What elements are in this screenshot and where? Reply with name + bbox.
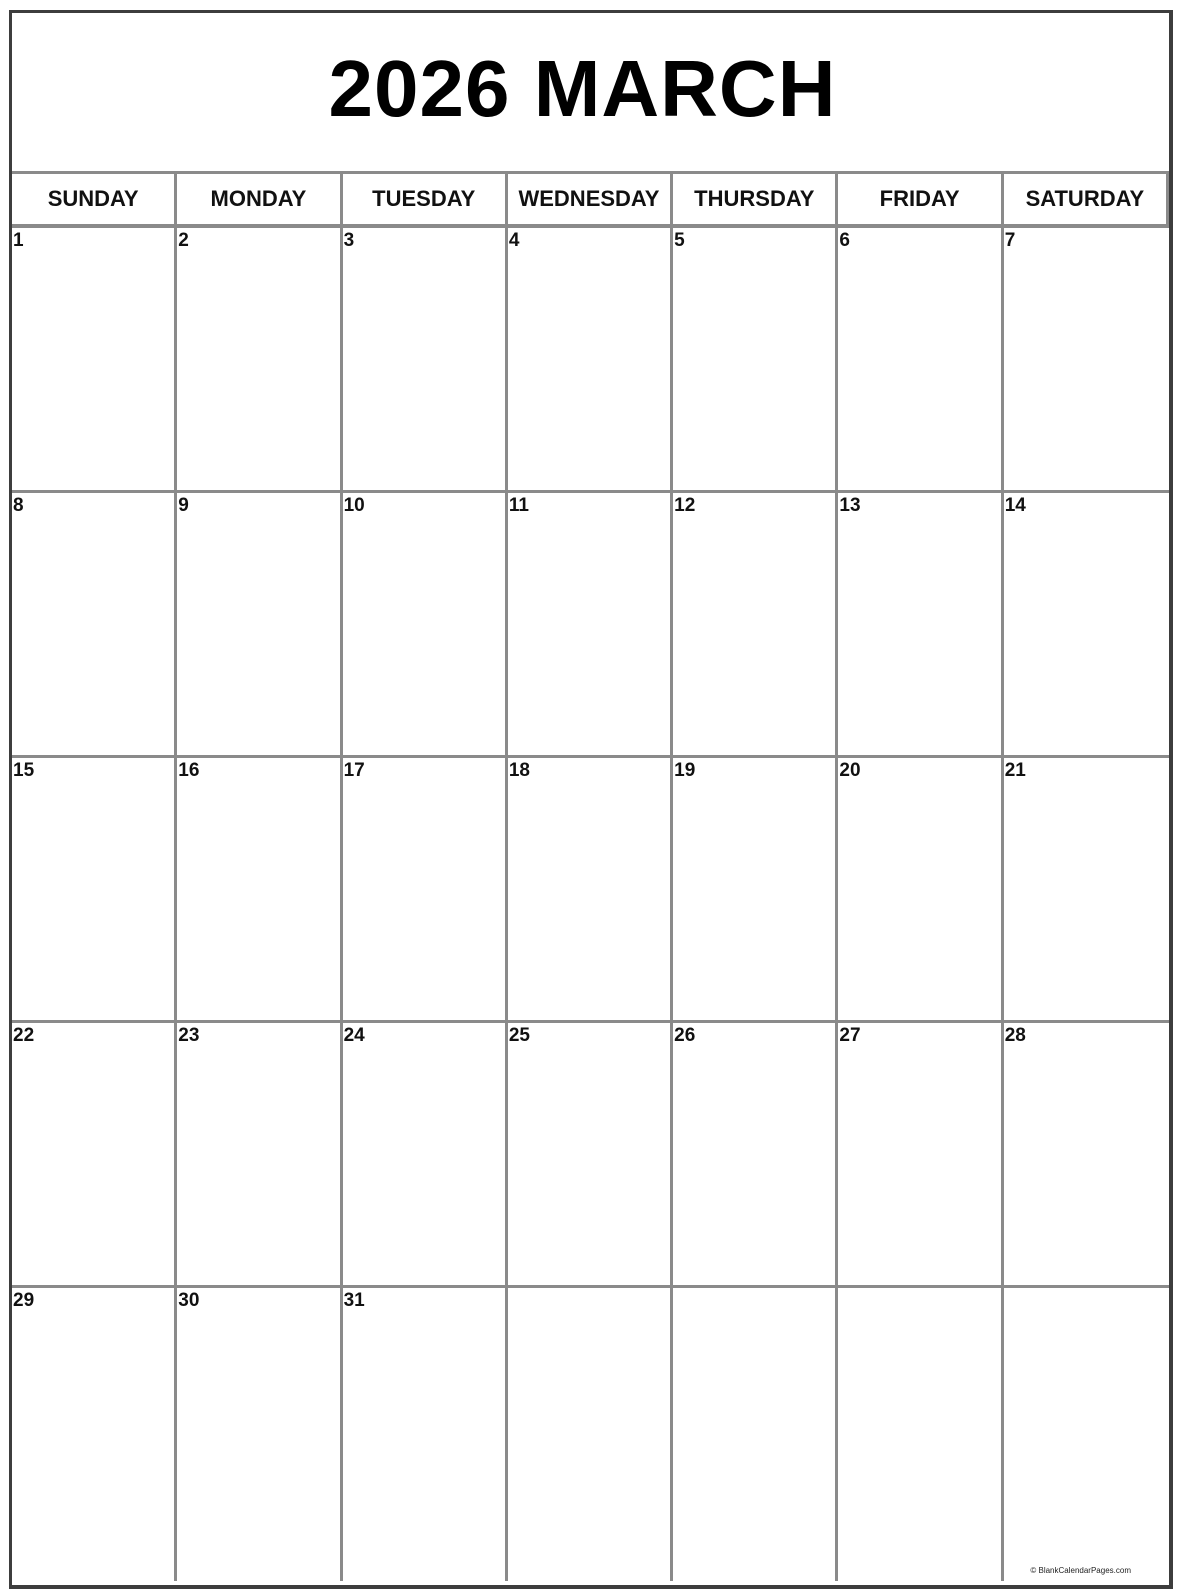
empty-day-cell <box>508 1288 673 1581</box>
day-cell <box>1004 758 1169 1023</box>
weekday-header-wednesday: WEDNESDAY <box>508 174 673 228</box>
day-cell <box>673 1023 838 1288</box>
weekday-header-sunday: SUNDAY <box>12 174 177 228</box>
day-number: 4 <box>508 230 520 251</box>
day-number: 11 <box>508 495 529 516</box>
day-cell <box>1004 1023 1169 1288</box>
day-number: 14 <box>1004 495 1026 516</box>
day-number: 10 <box>343 495 365 516</box>
title-area <box>12 13 1169 174</box>
day-number: 26 <box>674 1025 696 1046</box>
calendar-frame <box>9 10 1173 1589</box>
day-cell <box>12 1288 177 1581</box>
day-number: 16 <box>178 760 200 781</box>
weekday-header-thursday: THURSDAY <box>673 174 838 228</box>
day-number: 1 <box>13 230 24 251</box>
day-cell <box>1004 228 1169 493</box>
day-cell <box>838 1023 1003 1288</box>
calendar-grid <box>12 174 1169 1581</box>
day-number: 28 <box>1004 1025 1026 1046</box>
day-number: 5 <box>674 230 685 251</box>
day-cell <box>177 228 342 493</box>
copyright-credit: © BlankCalendarPages.com <box>1030 1566 1131 1575</box>
day-number: 18 <box>508 760 530 781</box>
day-cell <box>12 1023 177 1288</box>
day-cell <box>12 493 177 758</box>
day-number: 12 <box>674 495 696 516</box>
day-cell <box>673 228 838 493</box>
day-number: 17 <box>343 760 365 781</box>
day-cell <box>508 228 673 493</box>
day-number: 31 <box>343 1290 365 1311</box>
day-cell <box>1004 493 1169 758</box>
day-cell <box>343 1288 508 1581</box>
day-cell <box>673 493 838 758</box>
day-number: 19 <box>674 760 696 781</box>
day-cell <box>343 758 508 1023</box>
day-cell <box>177 493 342 758</box>
day-cell <box>838 493 1003 758</box>
day-number: 24 <box>343 1025 365 1046</box>
day-cell <box>343 1023 508 1288</box>
day-cell <box>177 1023 342 1288</box>
day-cell <box>508 758 673 1023</box>
day-number: 9 <box>178 495 189 516</box>
day-number: 8 <box>13 495 24 516</box>
weekday-header-saturday: SATURDAY <box>1004 174 1169 228</box>
day-cell <box>343 228 508 493</box>
day-number: 20 <box>839 760 861 781</box>
day-cell <box>508 1023 673 1288</box>
day-number: 15 <box>13 760 35 781</box>
day-cell <box>838 758 1003 1023</box>
day-number: 29 <box>13 1290 35 1311</box>
day-number: 27 <box>839 1025 861 1046</box>
day-number: 3 <box>343 230 355 251</box>
day-number: 6 <box>839 230 850 251</box>
day-number: 13 <box>839 495 861 516</box>
day-cell <box>177 1288 342 1581</box>
empty-day-cell <box>673 1288 838 1581</box>
day-number: 7 <box>1004 230 1016 251</box>
day-number: 2 <box>178 230 189 251</box>
day-cell <box>343 493 508 758</box>
day-number: 30 <box>178 1290 200 1311</box>
weekday-header-friday: FRIDAY <box>838 174 1003 228</box>
day-cell <box>508 493 673 758</box>
day-cell <box>12 758 177 1023</box>
empty-day-cell <box>838 1288 1003 1581</box>
day-number: 25 <box>508 1025 530 1046</box>
day-cell <box>673 758 838 1023</box>
weekday-header-tuesday: TUESDAY <box>343 174 508 228</box>
day-cell <box>838 228 1003 493</box>
day-number: 22 <box>13 1025 35 1046</box>
day-number: 23 <box>178 1025 200 1046</box>
weekday-header-monday: MONDAY <box>177 174 342 228</box>
day-cell <box>177 758 342 1023</box>
day-number: 21 <box>1004 760 1026 781</box>
calendar-title: 2026 MARCH <box>328 44 837 133</box>
day-cell <box>12 228 177 493</box>
empty-day-cell <box>1004 1288 1169 1581</box>
